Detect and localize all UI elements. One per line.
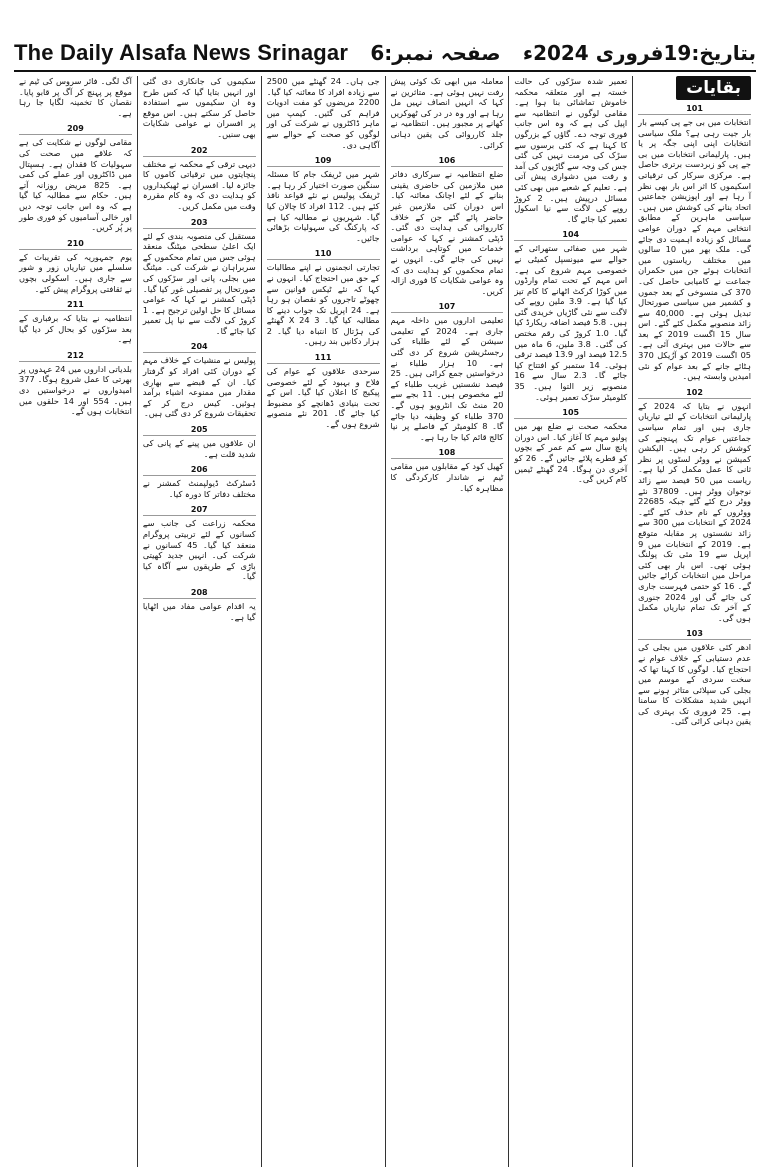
news-story (267, 249, 380, 347)
news-column (385, 76, 509, 1167)
story-text: ڈسٹرکٹ ڈیولپمنٹ کمشنر نے مختلف دفاتر کا دورہ کیا۔ (142, 478, 256, 499)
dateline: بتاریخ:19فروری 2024ء (522, 41, 756, 65)
news-story (267, 76, 380, 150)
story-number: 211 (19, 300, 132, 311)
story-number: 212 (19, 351, 132, 362)
news-story (638, 104, 751, 382)
news-story (143, 146, 256, 212)
story-text: آگ لگی۔ فائر سروس کی ٹیم نے موقع پر پہنچ کر آگ پر قابو پایا۔ نقصان کا تخمینہ لگایا جا رہا ہے۔ (19, 76, 132, 118)
news-story (143, 588, 256, 622)
news-column (137, 76, 261, 1167)
news-story (514, 408, 627, 485)
story-number: 207 (143, 505, 256, 516)
news-story (391, 76, 504, 150)
story-number: 101 (638, 104, 751, 115)
news-story (19, 124, 132, 232)
story-text: انہوں نے بتایا کہ 2024 کے پارلیمانی انتخابات کے لئے تیاریاں جاری ہیں اور تمام سیاسی جماعتیں عوام تک پہنچنے کی کوشش کر رہی ہیں۔ الیکشن کمیشن نے ووٹر لسٹوں پر نظر ثانی کا عمل مکمل کر لیا ہے۔ ریاست میں 50 فیصد سے زائد نوجوان ووٹر ہیں۔ 37809 نئے ووٹر درج کئے گئے جبکہ 22685 ووٹروں کے نام حذف کئے گئے۔ 2024 کے انتخابات میں 300 سے زائد نشستوں پر مقابلہ متوقع ہے۔ 2019 کے انتخابات میں 9 اپریل سے 19 مئی تک پولنگ ہوئی تھی۔ اس بار بھی کئی مراحل میں انتخابات کرائے جائیں گے۔ 16 کو حتمی فہرست جاری کی جائے گی اور 2024 جنوری کے آخر تک تمام تیاریاں مکمل ہوں گی۔ (638, 400, 752, 623)
story-text: مقامی لوگوں نے شکایت کی ہے کہ علاقے میں صحت کی سہولیات کا فقدان ہے۔ ہسپتال میں ڈاکٹروں اور عملے کی کمی ہے۔ 825 مریض روزانہ آتے ہیں۔ حکام سے مطالبہ کیا گیا ہے کہ وہ اس جانب توجہ دیں اور خالی آسامیوں کو فوری طور پر پُر کریں۔ (19, 137, 132, 233)
story-text: کھیل کود کے مقابلوں میں مقامی ٹیم نے شاندار کارکردگی کا مظاہرہ کیا۔ (390, 461, 504, 493)
news-story (267, 156, 380, 243)
story-text: معاملہ میں ابھی تک کوئی پیش رفت نہیں ہوئی ہے۔ متاثرین نے کہا کہ انہیں انصاف نہیں مل رہا ہے اور وہ در در کی ٹھوکریں کھانے پر مجبور ہیں۔ انتظامیہ نے جلد کارروائی کی یقین دہانی کرائی۔ (390, 76, 504, 150)
section-banner (638, 76, 751, 100)
news-story (143, 465, 256, 499)
news-column (14, 76, 137, 1167)
story-number: 210 (19, 239, 132, 250)
story-number: 102 (638, 388, 751, 399)
story-number: 111 (267, 353, 380, 364)
story-text: جی ہاں۔ 24 گھنٹے میں 2500 سے زیادہ افراد کا معائنہ کیا گیا۔ 2200 مریضوں کو مفت ادویات فراہم کی گئیں۔ کیمپ میں ماہر ڈاکٹروں نے شرکت کی اور لوگوں کو صحت کے حوالے سے آگاہی دی۔ (266, 76, 380, 150)
columns-area (14, 76, 756, 1167)
news-story (514, 76, 627, 224)
news-story (19, 351, 132, 417)
news-story (391, 448, 504, 493)
news-story (143, 76, 256, 140)
story-text: محکمہ صحت نے ضلع بھر میں پولیو مہم کا آغاز کیا۔ اس دوران پانچ سال سے کم عمر کے بچوں کو قطرے پلائے جائیں گے۔ 26 کو آخری دن ہوگا۔ 24 گھنٹے ٹیمیں کام کریں گی۔ (514, 421, 628, 485)
news-story (143, 218, 256, 337)
story-text: تجارتی انجمنوں نے اپنے مطالبات کے حق میں احتجاج کیا۔ انہوں نے کہا کہ نئے ٹیکس قوانین سے چھوٹے تاجروں کو نقصان ہو رہا ہے۔ 24 اپریل تک جواب دینے کا مطالبہ کیا گیا۔ 3 X 24 گھنٹے کی ہڑتال کا انتباہ دیا گیا۔ 2 ہزار دکانیں بند رہیں۔ (266, 262, 380, 347)
page-number: صفحہ نمبر:6 (370, 41, 501, 65)
story-number: 105 (514, 408, 627, 419)
news-column (508, 76, 632, 1167)
story-number: 109 (267, 156, 380, 167)
news-story (514, 230, 627, 402)
news-column (261, 76, 385, 1167)
masthead (14, 36, 756, 72)
news-story (19, 239, 132, 294)
story-text: شہر میں ٹریفک جام کا مسئلہ سنگین صورت اختیار کر رہا ہے۔ ٹریفک پولیس نے نئے قواعد نافذ کئے ہیں۔ 112 افراد کا چالان کیا گیا۔ شہریوں نے مطالبہ کیا ہے کہ پارکنگ کی سہولیات بڑھائی جائیں۔ (266, 169, 380, 243)
section-banner-label: بقایات (676, 76, 751, 100)
news-story (391, 156, 504, 296)
story-number: 110 (267, 249, 380, 260)
news-story (638, 629, 751, 727)
story-number: 108 (391, 448, 504, 459)
story-text: بلدیاتی اداروں میں 24 عہدوں پر بھرتی کا عمل شروع ہوگا۔ 377 امیدواروں نے درخواستیں دی ہیں۔ 554 اور 14 حلقوں میں انتخابات ہوں گے۔ (19, 363, 132, 417)
story-number: 203 (143, 218, 256, 229)
story-text: دیہی ترقی کے محکمہ نے مختلف پنچایتوں میں ترقیاتی کاموں کا جائزہ لیا۔ افسران نے ٹھیکیداروں کو ہدایت دی کہ وہ کام مقررہ وقت میں مکمل کریں۔ (142, 158, 256, 211)
story-text: شہر میں صفائی ستھرائی کے حوالے سے میونسپل کمیٹی نے خصوصی مہم شروع کی ہے۔ اس مہم کے تحت تمام وارڈوں میں کوڑا کرکٹ اٹھانے کا کام تیز کیا گیا ہے۔ 3.9 ملین روپے کی لاگت سے نئی گاڑیاں خریدی گئی ہیں۔ 5.8 فیصد اضافہ ریکارڈ کیا گیا۔ 1.0 کروڑ کی رقم مختص کی گئی۔ 3.8 ملین، 6 ماہ میں 12.5 فیصد اور 13.9 فیصد ترقی ہوئی۔ 14 ستمبر کو افتتاح کیا جائے گا۔ 2.3 سال سے 16 منصوبے زیر التوا ہیں۔ 35 کلومیٹر سڑک تعمیر ہوئی۔ (514, 243, 628, 402)
story-text: تعلیمی اداروں میں داخلہ مہم جاری ہے۔ 2024 کے تعلیمی سیشن کے لئے طلباء کی رجسٹریشن شروع کر دی گئی ہے۔ 10 ہزار طلباء نے درخواستیں جمع کرائی ہیں۔ 25 فیصد نشستیں غریب طلباء کے لئے مخصوص ہیں۔ 11 بجے سے 20 منٹ تک انٹرویو ہوں گے۔ 370 طلباء کو وظیفہ دیا جائے گا۔ 8 کلومیٹر کے فاصلے پر نیا کالج قائم کیا جا رہا ہے۔ (390, 315, 504, 442)
story-text: سرحدی علاقوں کے عوام کی فلاح و بہبود کے لئے خصوصی پیکیج کا اعلان کیا گیا۔ اس کے تحت بنیادی ڈھانچے کو مضبوط کیا جائے گا۔ 201 نئے منصوبے شروع ہوں گے۔ (266, 366, 380, 430)
story-text: مستقبل کی منصوبہ بندی کے لئے ایک اعلیٰ سطحی میٹنگ منعقد ہوئی جس میں تمام محکموں کے سربراہان نے شرکت کی۔ میٹنگ میں بجلی، پانی اور سڑکوں کی صورتحال پر تفصیلی غور کیا گیا۔ ڈپٹی کمشنر نے کہا کہ عوامی مسائل کا حل اولین ترجیح ہے۔ 1 کروڑ کی لاگت سے نیا پل تعمیر کیا جائے گا۔ (142, 230, 256, 336)
story-number: 208 (143, 588, 256, 599)
story-text: سکیموں کی جانکاری دی گئی اور انہیں بتایا گیا کہ کس طرح وہ ان سکیموں سے استفادہ حاصل کر سکتے ہیں۔ اس موقع پر افسران نے عوامی شکایات بھی سنیں۔ (142, 76, 256, 139)
news-column (632, 76, 756, 1167)
news-story (267, 353, 380, 430)
paper-name: The Daily Alsafa News Srinagar (14, 40, 349, 65)
story-number: 106 (391, 156, 504, 167)
story-number: 103 (638, 629, 751, 640)
story-text: ان علاقوں میں پینے کے پانی کی شدید قلت ہے۔ (142, 438, 256, 459)
story-number: 107 (391, 302, 504, 313)
news-story (638, 388, 751, 623)
story-text: محکمہ زراعت کی جانب سے کسانوں کے لئے تربیتی پروگرام منعقد کیا گیا۔ 45 کسانوں نے شرکت کی۔ انہیں جدید کھیتی باڑی کے طریقوں سے آگاہ کیا گیا۔ (142, 518, 256, 582)
story-text: پولیس نے منشیات کے خلاف مہم کے دوران کئی افراد کو گرفتار کیا۔ ان کے قبضے سے بھاری مقدار میں ممنوعہ اشیاء برآمد ہوئیں۔ کیس درج کر کے تحقیقات شروع کر دی گئی ہیں۔ (142, 355, 256, 419)
story-text: یہ اقدام عوامی مفاد میں اٹھایا گیا ہے۔ (142, 600, 256, 622)
story-text: ضلع انتظامیہ نے سرکاری دفاتر میں ملازمین کی حاضری یقینی بنانے کے لئے اچانک معائنہ کیا۔ اس دوران کئی ملازمین غیر حاضر پائے گئے جن کے خلاف کارروائی کی ہدایت دی گئی۔ ڈپٹی کمشنر نے کہا کہ عوامی خدمات میں کوتاہی برداشت نہیں کی جائے گی۔ انہوں نے تمام محکموں کو ہدایت دی کہ وہ عوامی شکایات کا فوری ازالہ کریں۔ (390, 169, 504, 296)
story-number: 205 (143, 425, 256, 436)
news-story (19, 300, 132, 345)
news-story (19, 76, 132, 118)
story-text: تعمیر شدہ سڑکوں کی حالت خستہ ہے اور متعلقہ محکمہ خاموش تماشائی بنا ہوا ہے۔ مقامی لوگوں نے انتظامیہ سے اپیل کی ہے کہ وہ اس جانب فوری توجہ دے۔ گاؤں کے بزرگوں کا کہنا ہے کہ کئی برسوں سے سڑک کی مرمت نہیں کی گئی جس کی وجہ سے گاڑیوں کی آمد و رفت میں دشواری پیش آتی ہے۔ تعلیم کے شعبے میں بھی کئی مسائل درپیش ہیں۔ 2 کروڑ روپے کی لاگت سے نیا اسکول تعمیر کیا جائے گا۔ (514, 76, 628, 224)
news-story (143, 425, 256, 459)
story-number: 104 (514, 230, 627, 241)
news-story (143, 505, 256, 582)
news-story (143, 342, 256, 419)
news-story (391, 302, 504, 442)
story-number: 204 (143, 342, 256, 353)
story-text: انتظامیہ نے بتایا کہ برفباری کے بعد سڑکوں کو بحال کر دیا گیا ہے۔ (19, 313, 132, 345)
story-text: ادھر کئی علاقوں میں بجلی کی عدم دستیابی کے خلاف عوام نے احتجاج کیا۔ لوگوں کا کہنا تھا کہ سخت سردی کے موسم میں بجلی کی سپلائی متاثر ہونے سے انہیں شدید مشکلات کا سامنا ہے۔ 25 فروری تک بہتری کی یقین دہانی کرائی گئی۔ (638, 642, 751, 727)
story-number: 209 (19, 124, 132, 135)
story-number: 206 (143, 465, 256, 476)
story-text: انتخابات میں بی جے پی کیسے بار بار جیت رہی ہے؟ ملک سیاسی انتخابات اپنی اپنی جگہ پر یا ہیں۔ پارلیمانی انتخابات میں بی جے پی کو زبردست برتری حاصل ہے۔ مرکزی سرکار کی ترقیاتی اسکیموں کا اثر اس بار بھی نظر آ رہا ہے اور اپوزیشن جماعتیں اتحاد بنانے کی کوشش میں ہیں۔ سیاسی ماہرین کے مطابق انتخابی مہم کے دوران عوامی مسائل کو زیادہ اہمیت دی جائے گی۔ ملک بھر میں 10 سالوں میں مختلف ریاستوں میں انتخابات ہوئے جن میں حکمران جماعت نے کامیابی حاصل کی۔ 370 کی منسوخی کے بعد جموں و کشمیر میں سیاسی صورتحال تبدیل ہوئی ہے۔ 40,000 سے زائد منصوبے مکمل کئے گئے۔ اس سال 15 اگست 2019 کے بعد سے حالات میں بہتری آئی ہے۔ 05 اگست 2019 کو آرُیکل 370 ہٹائے جانے کے بعد عوام کو نئی امیدیں وابستہ ہیں۔ (638, 117, 752, 382)
story-text: یوم جمہوریہ کی تقریبات کے سلسلے میں تیاریاں زور و شور سے جاری ہیں۔ اسکولی بچوں نے ثقافتی پروگرام پیش کئے۔ (19, 251, 132, 294)
story-number: 202 (143, 146, 256, 157)
